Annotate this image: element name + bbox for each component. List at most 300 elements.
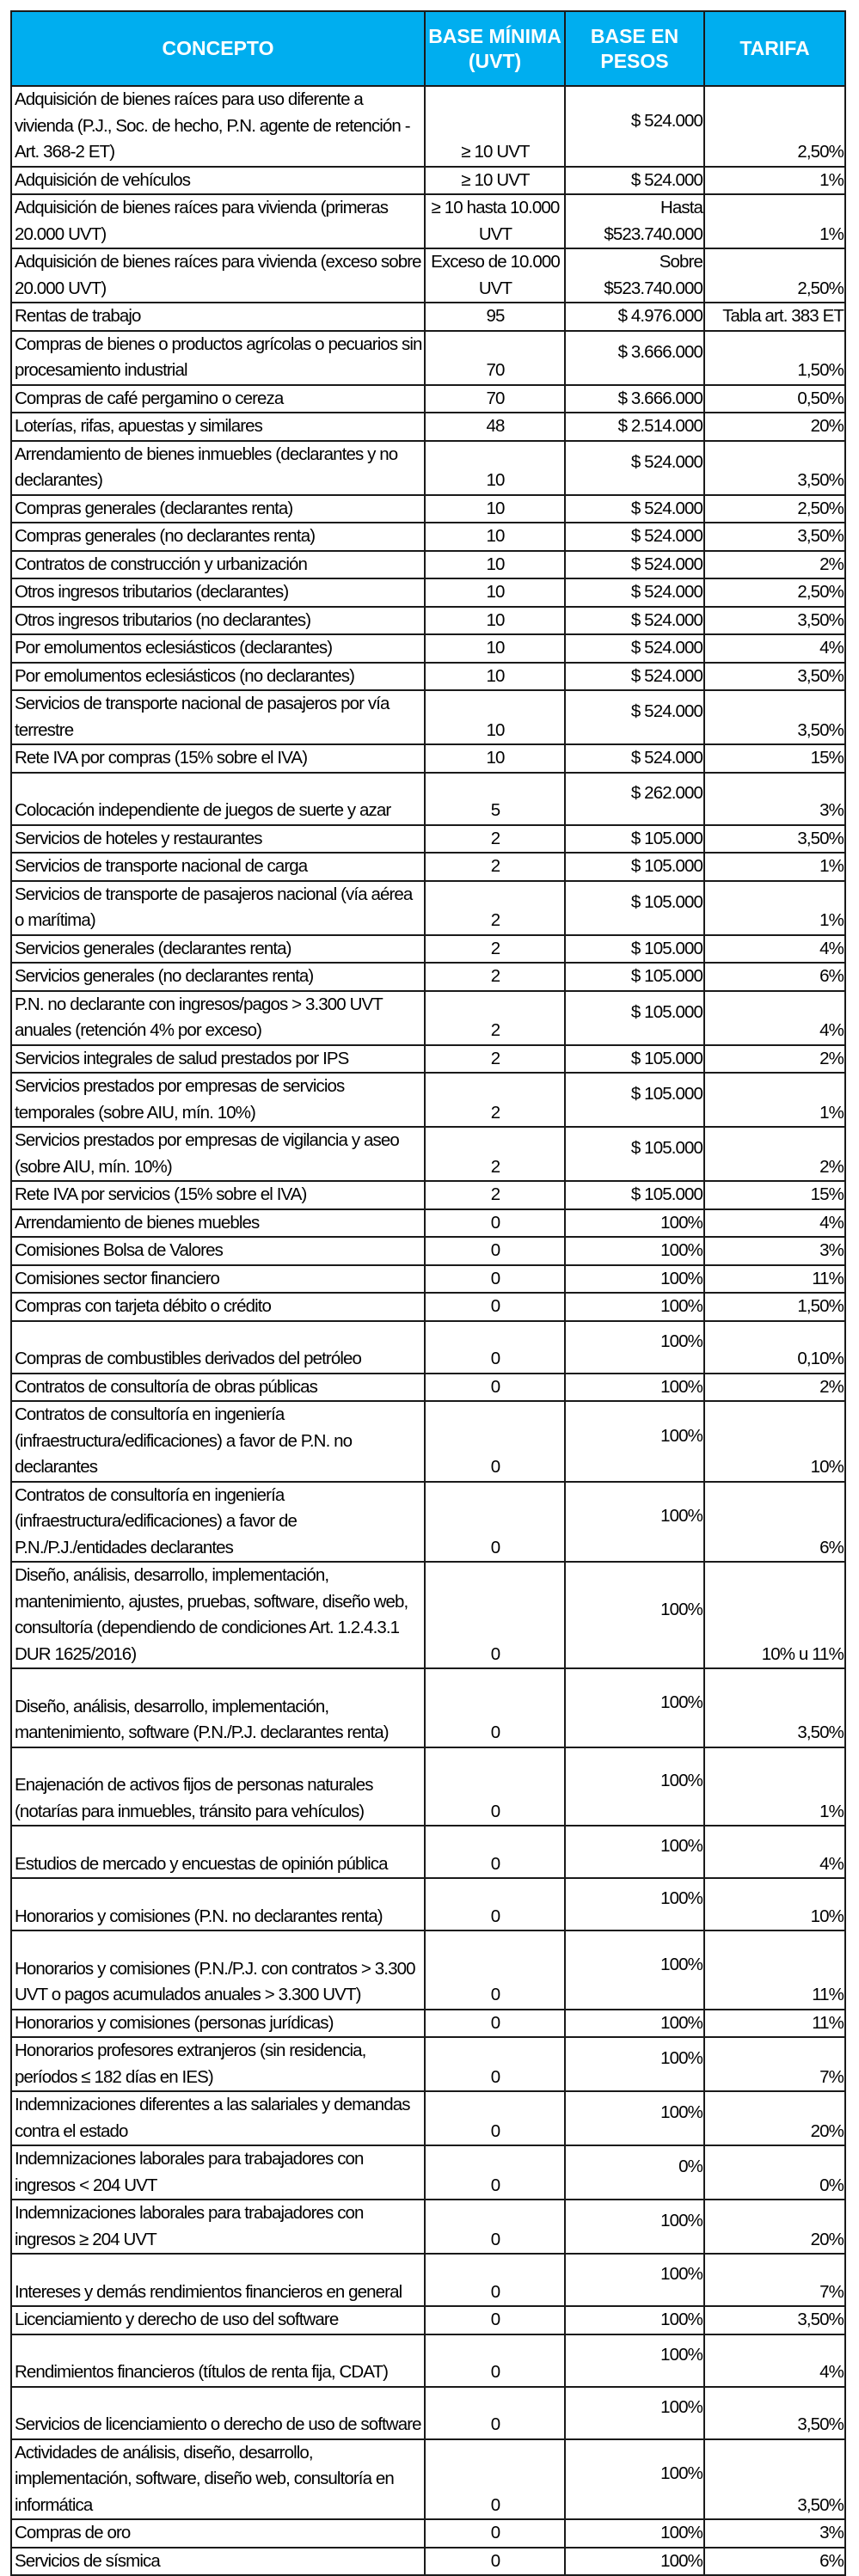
cell-base-pesos bbox=[565, 551, 704, 579]
cell-tarifa: 1% bbox=[704, 881, 845, 935]
table-row bbox=[11, 1482, 845, 1563]
cell-concepto: Intereses y demás rendimientos financieros en general bbox=[11, 2254, 425, 2306]
cell-base-minima: ≥ 10 UVT bbox=[425, 167, 565, 195]
cell-tarifa: 3% bbox=[704, 2519, 845, 2548]
cell-base-pesos bbox=[565, 1482, 704, 1563]
cell-base-minima: 10 bbox=[425, 523, 565, 551]
cell-tarifa: 2,50% bbox=[704, 495, 845, 523]
base-pesos-value: $ 105.000 bbox=[630, 1184, 703, 1204]
cell-base-minima: 10 bbox=[425, 551, 565, 579]
base-pesos-value: 100% bbox=[660, 1954, 703, 1974]
table-row bbox=[11, 825, 845, 854]
table-row bbox=[11, 1181, 845, 1209]
base-pesos-value: 100% bbox=[660, 1268, 703, 1288]
cell-concepto: Rendimientos financieros (títulos de renta fija, CDAT) bbox=[11, 2334, 425, 2387]
cell-concepto: Contratos de construcción y urbanización bbox=[11, 551, 425, 579]
cell-tarifa: 2% bbox=[704, 551, 845, 579]
cell-tarifa: 3,50% bbox=[704, 825, 845, 854]
base-pesos-value: $ 524.000 bbox=[630, 526, 703, 546]
cell-base-pesos bbox=[565, 1127, 704, 1181]
base-pesos-value: 100% bbox=[660, 2048, 703, 2069]
base-pesos-value: 100% bbox=[660, 1212, 703, 1233]
cell-tarifa: 10% bbox=[704, 1878, 845, 1930]
base-pesos-value: $ 524.000 bbox=[630, 638, 703, 658]
cell-base-minima: 10 bbox=[425, 607, 565, 635]
cell-base-minima: 10 bbox=[425, 634, 565, 663]
base-pesos-value: $ 105.000 bbox=[630, 1001, 703, 1022]
cell-base-pesos bbox=[565, 413, 704, 441]
table-row bbox=[11, 1209, 845, 1238]
table-row bbox=[11, 881, 845, 935]
cell-tarifa: Tabla art. 383 ET bbox=[704, 303, 845, 331]
base-pesos-value: 100% bbox=[660, 1240, 703, 1260]
table-row bbox=[11, 1127, 845, 1181]
base-pesos-value: 100% bbox=[660, 1331, 703, 1351]
base-pesos-value: $ 105.000 bbox=[630, 1084, 703, 1104]
cell-concepto: Honorarios y comisiones (P.N./P.J. con contratos > 3.300 UVT o pagos acumulados anuales > 3.300 UVT) bbox=[11, 1930, 425, 2010]
base-pesos-value: $ 3.666.000 bbox=[617, 341, 703, 362]
cell-base-minima: 2 bbox=[425, 1073, 565, 1127]
cell-base-minima: 2 bbox=[425, 825, 565, 854]
cell-concepto: Compras generales (declarantes renta) bbox=[11, 495, 425, 523]
cell-tarifa: 2% bbox=[704, 1374, 845, 1402]
base-pesos-value: $ 524.000 bbox=[630, 701, 703, 722]
cell-base-minima: 0 bbox=[425, 2037, 565, 2091]
cell-base-pesos bbox=[565, 2091, 704, 2145]
header-concepto: CONCEPTO bbox=[11, 11, 425, 86]
cell-tarifa: 3,50% bbox=[704, 2306, 845, 2334]
cell-concepto: Compras de bienes o productos agrícolas o pecuarios sin procesamiento industrial bbox=[11, 331, 425, 385]
cell-tarifa: 7% bbox=[704, 2254, 845, 2306]
cell-base-pesos bbox=[565, 523, 704, 551]
cell-concepto: Arrendamiento de bienes muebles bbox=[11, 1209, 425, 1238]
cell-base-minima: 0 bbox=[425, 2334, 565, 2387]
base-pesos-value: $ 2.514.000 bbox=[617, 416, 703, 436]
table-row bbox=[11, 441, 845, 495]
retention-rates-table bbox=[10, 10, 846, 2576]
cell-base-minima: 2 bbox=[425, 963, 565, 991]
cell-base-pesos bbox=[565, 1878, 704, 1930]
cell-tarifa: 1% bbox=[704, 853, 845, 881]
cell-concepto: Adquisición de vehículos bbox=[11, 167, 425, 195]
table-row bbox=[11, 167, 845, 195]
cell-concepto: Servicios generales (no declarantes renta) bbox=[11, 963, 425, 991]
base-pesos-value: $ 524.000 bbox=[630, 554, 703, 574]
table-row bbox=[11, 2548, 845, 2576]
cell-concepto: Contratos de consultoría en ingeniería (infraestructura/edificaciones) a favor de P.N. no declarantes bbox=[11, 1401, 425, 1482]
table-row bbox=[11, 331, 845, 385]
cell-concepto: Servicios de transporte nacional de carga bbox=[11, 853, 425, 881]
cell-concepto: Servicios de hoteles y restaurantes bbox=[11, 825, 425, 854]
cell-base-minima: 10 bbox=[425, 441, 565, 495]
cell-base-minima: 10 bbox=[425, 578, 565, 607]
cell-base-pesos bbox=[565, 2439, 704, 2520]
cell-tarifa: 20% bbox=[704, 413, 845, 441]
table-row bbox=[11, 2306, 845, 2334]
base-pesos-value: $ 524.000 bbox=[630, 451, 703, 472]
cell-concepto: Rete IVA por compras (15% sobre el IVA) bbox=[11, 744, 425, 773]
cell-base-pesos bbox=[565, 1826, 704, 1878]
base-pesos-value: $ 524.000 bbox=[630, 748, 703, 768]
cell-concepto: Estudios de mercado y encuestas de opinión pública bbox=[11, 1826, 425, 1878]
cell-concepto: Adquisición de bienes raíces para uso diferente a vivienda (P.J., Soc. de hecho, P.N. agente de retención - Art. 368-2 ET) bbox=[11, 86, 425, 167]
header-base-minima: BASE MÍNIMA (UVT) bbox=[425, 11, 565, 86]
cell-base-pesos bbox=[565, 1265, 704, 1294]
table-row bbox=[11, 194, 845, 248]
cell-base-pesos bbox=[565, 2254, 704, 2306]
cell-concepto: Enajenación de activos fijos de personas naturales (notarías para inmuebles, tránsito para vehículos) bbox=[11, 1747, 425, 1826]
base-pesos-value: $ 105.000 bbox=[630, 966, 703, 986]
cell-concepto: Compras generales (no declarantes renta) bbox=[11, 523, 425, 551]
cell-base-pesos bbox=[565, 935, 704, 964]
cell-tarifa: 15% bbox=[704, 744, 845, 773]
cell-concepto: Servicios de sísmica bbox=[11, 2548, 425, 2576]
cell-base-minima: 2 bbox=[425, 853, 565, 881]
cell-concepto: Servicios de transporte nacional de pasajeros por vía terrestre bbox=[11, 690, 425, 744]
cell-concepto: Servicios de transporte de pasajeros nacional (vía aérea o marítima) bbox=[11, 881, 425, 935]
base-pesos-value: $ 524.000 bbox=[630, 582, 703, 602]
cell-base-pesos bbox=[565, 441, 704, 495]
cell-base-pesos bbox=[565, 1668, 704, 1747]
cell-base-minima: 2 bbox=[425, 1127, 565, 1181]
base-pesos-value: $ 105.000 bbox=[630, 828, 703, 848]
table-row bbox=[11, 634, 845, 663]
cell-base-minima: 0 bbox=[425, 2091, 565, 2145]
table-row bbox=[11, 690, 845, 744]
cell-concepto: Compras de café pergamino o cereza bbox=[11, 385, 425, 413]
cell-concepto: Servicios prestados por empresas de servicios temporales (sobre AIU, mín. 10%) bbox=[11, 1073, 425, 1127]
cell-base-minima: 2 bbox=[425, 1045, 565, 1074]
table-row bbox=[11, 2091, 845, 2145]
base-pesos-value: 100% bbox=[660, 1425, 703, 1446]
cell-base-pesos bbox=[565, 1321, 704, 1374]
table-row bbox=[11, 963, 845, 991]
base-pesos-value: 100% bbox=[660, 1692, 703, 1712]
base-pesos-value: 100% bbox=[660, 1376, 703, 1397]
table-row bbox=[11, 2334, 845, 2387]
cell-tarifa: 4% bbox=[704, 991, 845, 1045]
base-pesos-value: $ 105.000 bbox=[630, 891, 703, 912]
cell-tarifa: 10% bbox=[704, 1401, 845, 1482]
base-pesos-value: 100% bbox=[660, 2102, 703, 2123]
cell-base-minima: 0 bbox=[425, 1826, 565, 1878]
table-row bbox=[11, 495, 845, 523]
cell-base-pesos bbox=[565, 495, 704, 523]
cell-base-pesos bbox=[565, 1209, 704, 1238]
cell-base-minima: Exceso de 10.000 UVT bbox=[425, 248, 565, 303]
cell-base-pesos bbox=[565, 167, 704, 195]
table-header-row bbox=[11, 11, 845, 86]
base-pesos-value: 100% bbox=[660, 1836, 703, 1857]
base-pesos-value: $ 524.000 bbox=[630, 110, 703, 131]
base-pesos-value: $ 4.976.000 bbox=[617, 306, 703, 326]
retention-table-container bbox=[10, 10, 844, 2576]
cell-base-pesos bbox=[565, 663, 704, 691]
table-row bbox=[11, 607, 845, 635]
cell-tarifa: 2,50% bbox=[704, 578, 845, 607]
cell-tarifa: 0% bbox=[704, 2145, 845, 2200]
cell-tarifa: 3,50% bbox=[704, 663, 845, 691]
cell-base-pesos bbox=[565, 2306, 704, 2334]
base-pesos-value: 100% bbox=[660, 2344, 703, 2365]
cell-tarifa: 3,50% bbox=[704, 2387, 845, 2439]
cell-concepto: Servicios integrales de salud prestados por IPS bbox=[11, 1045, 425, 1074]
cell-base-minima: 70 bbox=[425, 385, 565, 413]
cell-base-pesos bbox=[565, 1293, 704, 1321]
cell-base-pesos bbox=[565, 744, 704, 773]
cell-concepto: Arrendamiento de bienes inmuebles (declarantes y no declarantes) bbox=[11, 441, 425, 495]
cell-base-pesos bbox=[565, 2200, 704, 2254]
cell-tarifa: 3% bbox=[704, 773, 845, 825]
base-pesos-value: Sobre $523.740.000 bbox=[604, 252, 703, 298]
base-pesos-value: 100% bbox=[660, 2211, 703, 2231]
table-row bbox=[11, 303, 845, 331]
base-pesos-value: 100% bbox=[660, 2463, 703, 2483]
cell-base-pesos bbox=[565, 331, 704, 385]
cell-base-minima: 0 bbox=[425, 1265, 565, 1294]
base-pesos-value: Hasta $523.740.000 bbox=[604, 198, 703, 244]
cell-base-pesos bbox=[565, 1930, 704, 2010]
table-row bbox=[11, 86, 845, 167]
cell-base-minima: 2 bbox=[425, 991, 565, 1045]
cell-base-pesos bbox=[565, 2010, 704, 2038]
cell-base-pesos bbox=[565, 2037, 704, 2091]
cell-base-minima: 0 bbox=[425, 2306, 565, 2334]
table-row bbox=[11, 1878, 845, 1930]
cell-concepto: Rete IVA por servicios (15% sobre el IVA) bbox=[11, 1181, 425, 1209]
cell-tarifa: 11% bbox=[704, 2010, 845, 2038]
table-row bbox=[11, 578, 845, 607]
cell-base-pesos bbox=[565, 690, 704, 744]
cell-base-pesos bbox=[565, 1401, 704, 1482]
cell-concepto: Compras con tarjeta débito o crédito bbox=[11, 1293, 425, 1321]
table-row bbox=[11, 2037, 845, 2091]
cell-base-pesos bbox=[565, 881, 704, 935]
cell-tarifa: 20% bbox=[704, 2200, 845, 2254]
cell-concepto: Compras de combustibles derivados del petróleo bbox=[11, 1321, 425, 1374]
cell-base-pesos bbox=[565, 303, 704, 331]
base-pesos-value: 100% bbox=[660, 2012, 703, 2033]
cell-concepto: Honorarios profesores extranjeros (sin residencia, períodos ≤ 182 días en IES) bbox=[11, 2037, 425, 2091]
cell-base-pesos bbox=[565, 773, 704, 825]
cell-concepto: Diseño, análisis, desarrollo, implementación, mantenimiento, software (P.N./P.J. declarantes renta) bbox=[11, 1668, 425, 1747]
table-row bbox=[11, 385, 845, 413]
cell-tarifa: 1,50% bbox=[704, 331, 845, 385]
cell-tarifa: 0,10% bbox=[704, 1321, 845, 1374]
base-pesos-value: $ 105.000 bbox=[630, 938, 703, 958]
cell-concepto: Indemnizaciones laborales para trabajadores con ingresos ≥ 204 UVT bbox=[11, 2200, 425, 2254]
base-pesos-value: 100% bbox=[660, 2550, 703, 2571]
cell-base-minima: 0 bbox=[425, 1209, 565, 1238]
cell-concepto: Servicios generales (declarantes renta) bbox=[11, 935, 425, 964]
cell-tarifa: 1% bbox=[704, 1073, 845, 1127]
cell-tarifa: 1% bbox=[704, 1747, 845, 1826]
cell-base-pesos bbox=[565, 1562, 704, 1668]
cell-concepto: Servicios de licenciamiento o derecho de uso de software bbox=[11, 2387, 425, 2439]
cell-base-minima: 0 bbox=[425, 2200, 565, 2254]
cell-tarifa: 0,50% bbox=[704, 385, 845, 413]
cell-base-minima: 10 bbox=[425, 663, 565, 691]
table-row bbox=[11, 1321, 845, 1374]
cell-concepto: Contratos de consultoría de obras públicas bbox=[11, 1374, 425, 1402]
cell-base-minima: 0 bbox=[425, 2387, 565, 2439]
cell-tarifa: 3,50% bbox=[704, 1668, 845, 1747]
cell-concepto: Adquisición de bienes raíces para vivienda (primeras 20.000 UVT) bbox=[11, 194, 425, 248]
cell-tarifa: 4% bbox=[704, 2334, 845, 2387]
table-row bbox=[11, 935, 845, 964]
cell-base-minima: 0 bbox=[425, 2519, 565, 2548]
table-row bbox=[11, 2010, 845, 2038]
table-row bbox=[11, 2200, 845, 2254]
cell-tarifa: 20% bbox=[704, 2091, 845, 2145]
cell-tarifa: 3,50% bbox=[704, 523, 845, 551]
table-row bbox=[11, 2254, 845, 2306]
table-row bbox=[11, 1293, 845, 1321]
header-tarifa: TARIFA bbox=[704, 11, 845, 86]
cell-concepto: Contratos de consultoría en ingeniería (infraestructura/edificaciones) a favor de P.N./P.J./entidades declarantes bbox=[11, 1482, 425, 1563]
cell-tarifa: 11% bbox=[704, 1265, 845, 1294]
cell-tarifa: 2% bbox=[704, 1045, 845, 1074]
cell-concepto: Actividades de análisis, diseño, desarrollo, implementación, software, diseño web, consultoría en informática bbox=[11, 2439, 425, 2520]
table-row bbox=[11, 2439, 845, 2520]
cell-tarifa: 1% bbox=[704, 167, 845, 195]
cell-concepto: Indemnizaciones laborales para trabajadores con ingresos < 204 UVT bbox=[11, 2145, 425, 2200]
cell-base-pesos bbox=[565, 1073, 704, 1127]
cell-base-minima: 0 bbox=[425, 1668, 565, 1747]
cell-tarifa: 10% u 11% bbox=[704, 1562, 845, 1668]
cell-base-pesos bbox=[565, 2145, 704, 2200]
cell-base-minima: 10 bbox=[425, 495, 565, 523]
cell-tarifa: 11% bbox=[704, 1930, 845, 2010]
base-pesos-value: 100% bbox=[660, 1599, 703, 1619]
table-row bbox=[11, 1826, 845, 1878]
cell-tarifa: 4% bbox=[704, 1209, 845, 1238]
header-base-pesos: BASE EN PESOS bbox=[565, 11, 704, 86]
cell-base-minima: 0 bbox=[425, 2145, 565, 2200]
cell-base-pesos bbox=[565, 1181, 704, 1209]
base-pesos-value: $ 3.666.000 bbox=[617, 388, 703, 408]
cell-concepto: Indemnizaciones diferentes a las salariales y demandas contra el estado bbox=[11, 2091, 425, 2145]
cell-base-minima: 95 bbox=[425, 303, 565, 331]
cell-base-pesos bbox=[565, 607, 704, 635]
table-row bbox=[11, 773, 845, 825]
cell-concepto: Por emolumentos eclesiásticos (declarantes) bbox=[11, 634, 425, 663]
cell-base-minima: 0 bbox=[425, 1562, 565, 1668]
cell-base-pesos bbox=[565, 991, 704, 1045]
base-pesos-value: 0% bbox=[678, 2157, 703, 2177]
cell-base-minima: 0 bbox=[425, 2010, 565, 2038]
cell-tarifa: 4% bbox=[704, 634, 845, 663]
cell-base-pesos bbox=[565, 86, 704, 167]
table-row bbox=[11, 523, 845, 551]
base-pesos-value: $ 524.000 bbox=[630, 609, 703, 630]
cell-base-minima: 10 bbox=[425, 690, 565, 744]
base-pesos-value: $ 105.000 bbox=[630, 1048, 703, 1068]
cell-base-minima: 10 bbox=[425, 744, 565, 773]
cell-base-pesos bbox=[565, 853, 704, 881]
base-pesos-value: 100% bbox=[660, 2310, 703, 2329]
cell-base-pesos bbox=[565, 825, 704, 854]
table-row bbox=[11, 1374, 845, 1402]
cell-base-minima: 70 bbox=[425, 331, 565, 385]
cell-concepto: Licenciamiento y derecho de uso del software bbox=[11, 2306, 425, 2334]
cell-base-minima: 0 bbox=[425, 1293, 565, 1321]
base-pesos-value: 100% bbox=[660, 1888, 703, 1909]
cell-concepto: Comisiones sector financiero bbox=[11, 1265, 425, 1294]
cell-tarifa: 6% bbox=[704, 1482, 845, 1563]
table-row bbox=[11, 853, 845, 881]
cell-base-minima: 5 bbox=[425, 773, 565, 825]
table-row bbox=[11, 248, 845, 303]
cell-tarifa: 3,50% bbox=[704, 607, 845, 635]
cell-concepto: Colocación independiente de juegos de suerte y azar bbox=[11, 773, 425, 825]
table-row bbox=[11, 663, 845, 691]
cell-base-minima: 48 bbox=[425, 413, 565, 441]
cell-tarifa: 2,50% bbox=[704, 86, 845, 167]
cell-base-pesos bbox=[565, 2548, 704, 2576]
base-pesos-value: 100% bbox=[660, 2264, 703, 2285]
cell-base-pesos bbox=[565, 1237, 704, 1265]
cell-concepto: Honorarios y comisiones (P.N. no declarantes renta) bbox=[11, 1878, 425, 1930]
table-row bbox=[11, 1401, 845, 1482]
cell-concepto: Honorarios y comisiones (personas jurídicas) bbox=[11, 2010, 425, 2038]
cell-tarifa: 2,50% bbox=[704, 248, 845, 303]
cell-base-minima: 0 bbox=[425, 1321, 565, 1374]
cell-base-pesos bbox=[565, 194, 704, 248]
base-pesos-value: 100% bbox=[660, 2396, 703, 2417]
cell-concepto: P.N. no declarante con ingresos/pagos > 3.300 UVT anuales (retención 4% por exceso) bbox=[11, 991, 425, 1045]
cell-base-minima: 0 bbox=[425, 2254, 565, 2306]
cell-tarifa: 3,50% bbox=[704, 690, 845, 744]
cell-tarifa: 3,50% bbox=[704, 2439, 845, 2520]
cell-tarifa: 6% bbox=[704, 2548, 845, 2576]
cell-concepto: Rentas de trabajo bbox=[11, 303, 425, 331]
base-pesos-value: $ 524.000 bbox=[630, 665, 703, 686]
cell-base-minima: 0 bbox=[425, 1237, 565, 1265]
cell-base-pesos bbox=[565, 2387, 704, 2439]
cell-concepto: Otros ingresos tributarios (no declarantes) bbox=[11, 607, 425, 635]
cell-base-pesos bbox=[565, 385, 704, 413]
cell-concepto: Servicios prestados por empresas de vigilancia y aseo (sobre AIU, mín. 10%) bbox=[11, 1127, 425, 1181]
cell-tarifa: 6% bbox=[704, 963, 845, 991]
cell-base-minima: 2 bbox=[425, 935, 565, 964]
cell-concepto: Compras de oro bbox=[11, 2519, 425, 2548]
table-row bbox=[11, 1562, 845, 1668]
table-row bbox=[11, 1237, 845, 1265]
cell-tarifa: 4% bbox=[704, 1826, 845, 1878]
cell-base-pesos bbox=[565, 1045, 704, 1074]
cell-base-pesos bbox=[565, 963, 704, 991]
table-row bbox=[11, 1265, 845, 1294]
cell-concepto: Por emolumentos eclesiásticos (no declarantes) bbox=[11, 663, 425, 691]
cell-base-minima: 0 bbox=[425, 1374, 565, 1402]
table-row bbox=[11, 1073, 845, 1127]
base-pesos-value: 100% bbox=[660, 1506, 703, 1526]
cell-tarifa: 3% bbox=[704, 1237, 845, 1265]
table-row bbox=[11, 1668, 845, 1747]
table-row bbox=[11, 413, 845, 441]
cell-base-minima: ≥ 10 hasta 10.000 UVT bbox=[425, 194, 565, 248]
base-pesos-value: $ 524.000 bbox=[630, 169, 703, 190]
cell-tarifa: 15% bbox=[704, 1181, 845, 1209]
cell-tarifa: 7% bbox=[704, 2037, 845, 2091]
cell-concepto: Comisiones Bolsa de Valores bbox=[11, 1237, 425, 1265]
table-row bbox=[11, 2145, 845, 2200]
cell-base-minima: 0 bbox=[425, 2439, 565, 2520]
table-body bbox=[11, 86, 845, 2575]
base-pesos-value: $ 105.000 bbox=[630, 1138, 703, 1159]
table-row bbox=[11, 744, 845, 773]
